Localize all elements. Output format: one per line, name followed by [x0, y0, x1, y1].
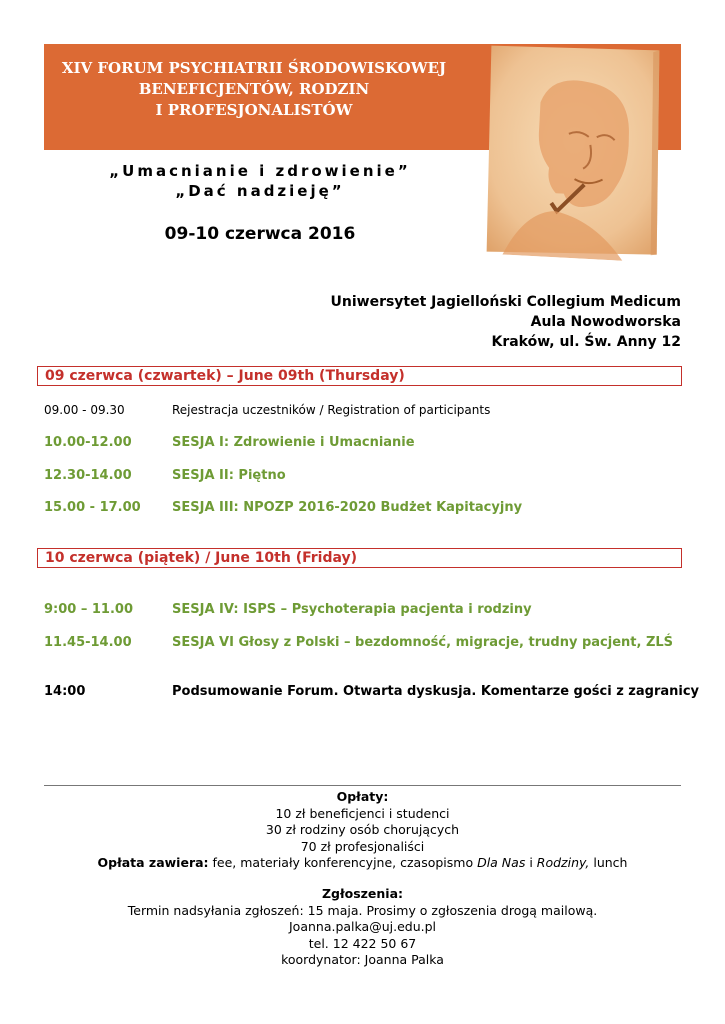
schedule-time: 10.00-12.00: [44, 435, 132, 450]
schedule-time: 14:00: [44, 684, 86, 699]
schedule-time: 12.30-14.00: [44, 468, 132, 483]
schedule-text: SESJA III: NPOZP 2016-2020 Budżet Kapitacyjny: [172, 500, 523, 515]
journal-name: Rodziny,: [536, 855, 590, 870]
schedule-time: 15.00 - 17.00: [44, 500, 141, 515]
forum-title-line: I PROFESJONALISTÓW: [155, 101, 353, 119]
fees-heading: Opłaty:: [336, 789, 389, 804]
fee-includes: [44, 855, 681, 872]
fee-includes-text: fee, materiały konferencyjne, czasopismo: [208, 855, 478, 870]
schedule-text: Podsumowanie Forum. Otwarta dyskusja. Komentarze gości z zagranicy: [172, 684, 700, 699]
fee-includes-label: Opłata zawiera:: [97, 855, 209, 870]
day-header: 10 czerwca (piątek) / June 10th (Friday): [37, 548, 682, 568]
schedule-text: SESJA I: Zdrowienie i Umacnianie: [172, 435, 415, 450]
fee-line: 10 zł beneficjenci i studenci: [275, 805, 450, 821]
portrait-image: [473, 39, 672, 263]
fee-line: 70 zł profesjonaliści: [300, 838, 425, 854]
schedule-text: SESJA II: Piętno: [172, 468, 286, 483]
schedule-text: SESJA IV: ISPS – Psychoterapia pacjenta i rodziny: [172, 602, 532, 617]
applications-heading: Zgłoszenia:: [321, 886, 404, 901]
slogan-line: „Dać nadzieję”: [175, 182, 345, 200]
event-date: 09-10 czerwca 2016: [164, 224, 356, 244]
fee-connector: i: [525, 855, 537, 870]
schedule-text: Rejestracja uczestników / Registration of participants: [172, 403, 491, 417]
journal-name: Dla Nas: [477, 855, 526, 870]
fee-line: 30 zł rodziny osób chorujących: [265, 822, 460, 837]
applications-block: [44, 886, 681, 969]
divider: [44, 785, 681, 786]
schedule-time: 9:00 – 11.00: [44, 602, 134, 617]
coordinator: koordynator: Joanna Palka: [281, 952, 444, 967]
contact-phone: tel. 12 422 50 67: [308, 935, 417, 951]
slogan-line: „Umacnianie i zdrowienie”: [109, 162, 411, 180]
venue-block: [331, 292, 682, 352]
fee-tail: lunch: [589, 855, 628, 870]
schedule-time: 09.00 - 09.30: [44, 403, 125, 417]
contact-email[interactable]: Joanna.palka@uj.edu.pl: [288, 919, 436, 934]
venue-line: Uniwersytet Jagielloński Collegium Medicum: [330, 294, 681, 310]
forum-title-line: XIV FORUM PSYCHIATRII ŚRODOWISKOWEJ: [61, 59, 447, 77]
forum-title: [44, 58, 464, 121]
schedule-text: SESJA VI Głosy z Polski – bezdomność, migracje, trudny pacjent, ZLŚ: [172, 635, 674, 650]
venue-line: Kraków, ul. Św. Anny 12: [491, 334, 681, 350]
application-deadline: Termin nadsyłania zgłoszeń: 15 maja. Prosimy o zgłoszenia drogą mailową.: [127, 902, 598, 918]
venue-line: Aula Nowodworska: [530, 314, 681, 330]
schedule-time: 11.45-14.00: [44, 635, 132, 650]
forum-title-line: BENEFICJENTÓW, RODZIN: [138, 80, 370, 98]
day-header: 09 czerwca (czwartek) – June 09th (Thursday): [37, 366, 682, 386]
fees-block: [44, 789, 681, 872]
